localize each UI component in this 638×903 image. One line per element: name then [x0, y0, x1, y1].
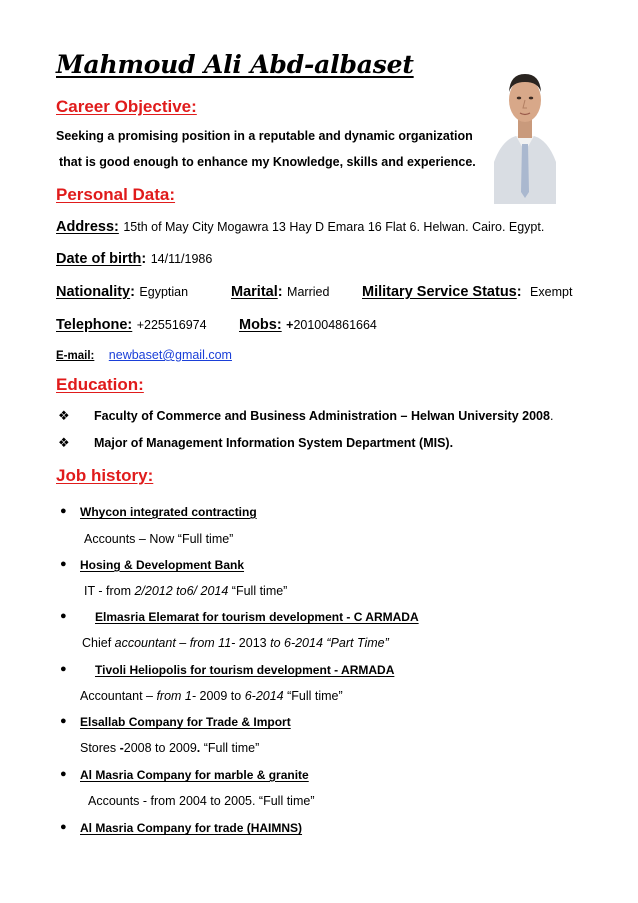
education-item-1-text: Faculty of Commerce and Business Administration – Helwan University 2008: [94, 409, 550, 423]
address-row: [56, 218, 544, 236]
bullet-icon: ●: [60, 715, 67, 727]
bullet-icon: ●: [60, 768, 67, 780]
education-item-2: Major of Management Information System Department (MIS).: [94, 436, 454, 450]
job-4-detail-part: 2009: [196, 689, 231, 703]
military-value: Exempt: [530, 285, 573, 299]
nationality-label: Nationality: [56, 284, 131, 300]
job-2-details: [84, 584, 287, 598]
marital-row: [231, 283, 329, 301]
job-1-title: Whycon integrated contracting: [80, 505, 257, 519]
address-label: Address:: [56, 219, 119, 235]
job-5-details: [80, 741, 259, 755]
email-label: E-mail:: [56, 350, 95, 362]
telephone-value: +225516974: [136, 318, 207, 332]
email-row: [56, 346, 232, 364]
bullet-icon: ●: [60, 558, 67, 570]
job-3-details: [82, 636, 389, 650]
job-history-heading: Job history:: [56, 466, 154, 485]
job-4-detail-part: to: [230, 689, 245, 703]
job-3-detail-part: to 6-2014 “Part Time”: [270, 636, 389, 650]
nationality-value: Egyptian: [139, 285, 189, 299]
job-7-title: Al Masria Company for trade (HAIMNS): [80, 821, 303, 835]
bullet-icon: ●: [60, 505, 67, 517]
marital-value: Married: [287, 285, 330, 299]
job-6-title: Al Masria Company for marble & granite: [80, 768, 309, 782]
job-3-detail-part: 2013: [235, 636, 271, 650]
job-5-detail-part: .: [196, 741, 201, 755]
telephone-label: Telephone:: [56, 317, 133, 333]
military-row: [362, 283, 572, 301]
objective-line-2: that is good enough to enhance my Knowledge, skills and experience.: [59, 155, 476, 169]
dob-value: 14/11/1986: [150, 252, 213, 266]
telephone-row: [56, 316, 207, 334]
job-2-detail-part: “Full time”: [228, 584, 288, 598]
military-colon: :: [516, 284, 522, 300]
mobile-row: [239, 316, 377, 334]
job-3-detail-part: Chief: [82, 636, 115, 650]
marital-colon: :: [277, 284, 283, 300]
nationality-colon: :: [130, 284, 135, 300]
mobs-value: 201004861664: [293, 318, 377, 332]
job-4-title: Tivoli Heliopolis for tourism development - ARMADA: [95, 663, 395, 677]
mobs-label: Mobs:: [239, 317, 282, 333]
job-4-detail-part: – from 1-: [146, 689, 197, 703]
job-4-detail-part: 6-2014: [244, 689, 284, 703]
nationality-row: [56, 283, 188, 301]
mobs-plus: +: [286, 318, 294, 332]
job-5-detail-part: Stores: [80, 741, 120, 755]
job-3-title: Elmasria Elemarat for tourism development - C ARMADA: [95, 610, 419, 624]
diamond-bullet-icon: ❖: [58, 408, 70, 423]
job-2-detail-part: 2/2012 to6/ 2014: [134, 584, 229, 598]
job-5-detail-part: “Full time”: [200, 741, 260, 755]
applicant-name: Mahmoud Ali Abd-albaset: [56, 50, 414, 79]
bullet-icon: ●: [60, 821, 67, 833]
education-item-1-end: .: [549, 409, 554, 423]
personal-data-heading: Personal Data:: [56, 185, 176, 204]
email-link[interactable]: newbaset@gmail.com: [108, 348, 232, 362]
dob-label: Date of birth: [56, 251, 142, 267]
career-objective-heading: Career Objective:: [56, 97, 197, 116]
education-heading: Education:: [56, 375, 144, 394]
marital-label: Marital: [231, 284, 278, 300]
objective-line-1: Seeking a promising position in a reputable and dynamic organization: [56, 129, 473, 143]
job-4-detail-part: Accountant: [80, 689, 147, 703]
address-value: 15th of May City Mogawra 13 Hay D Emara 16 Flat 6. Helwan. Cairo. Egypt.: [123, 220, 545, 234]
education-item-1: [94, 409, 553, 423]
job-3-detail-part: accountant – from 11-: [114, 636, 236, 650]
job-5-detail-part: -: [119, 741, 124, 755]
job-4-details: [80, 689, 343, 703]
bullet-icon: ●: [60, 610, 67, 622]
job-4-detail-part: “Full time”: [283, 689, 343, 703]
bullet-icon: ●: [60, 663, 67, 675]
dob-row: [56, 250, 212, 268]
job-6-details: Accounts - from 2004 to 2005. “Full time”: [88, 794, 315, 808]
military-label: Military Service Status: [362, 284, 517, 300]
diamond-bullet-icon: ❖: [58, 435, 70, 450]
job-2-detail-part: IT - from: [84, 584, 135, 598]
job-2-title: Hosing & Development Bank: [80, 558, 245, 572]
job-5-detail-part: 2008 to 2009: [123, 741, 197, 755]
job-1-details: Accounts – Now “Full time”: [84, 532, 234, 546]
profile-photo: [494, 52, 556, 204]
dob-colon: :: [141, 251, 147, 267]
job-5-title: Elsallab Company for Trade & Import: [80, 715, 291, 729]
